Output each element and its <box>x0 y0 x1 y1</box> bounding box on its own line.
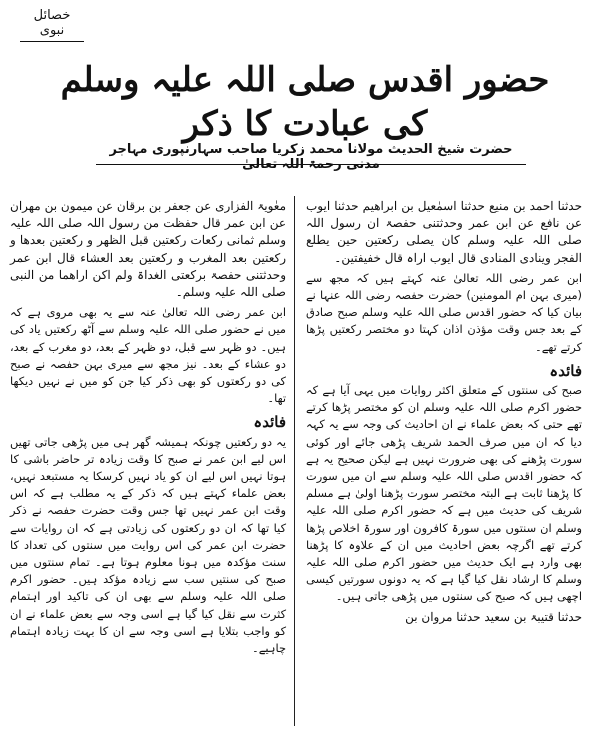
translation-text-1: ابن عمر رضی اللہ تعالیٰ عنہ کہتے ہیں کہ مجھ سے (میری بہن ام المومنین) حضرت حفصہ رضی اللہ عنہا نے بیان کیا کہ حضور اقدس صلی اللہ علیہ وسلم صبح صادق کے بعد جس وقت مؤذن اذان کہتا دو مختصر رکعتیں پڑھا کرتے تھے۔ <box>306 270 582 354</box>
running-header: خصائل نبوی <box>20 8 84 42</box>
commentary-text-2: یہ دو رکعتیں چونکہ ہمیشہ گھر ہی میں پڑھی جاتی تھیں اس لیے ابن عمر نے صبح کا وقت زیادہ تر حاضر باشی کا ہوتا نہیں اس لیے ان کو یاد نہیں کرسکا یہ مستبعد نہیں، بعض علماء کہتے ہیں کہ ذکر کے یہ مطلب ہے کہ اس وقت ابن عمر نہیں تھا جس وقت حضرت حفصہ نے ذکر کیا تھا کہ ان دو رکعتوں کی زیادتی ہے کہ ان روایات سے حضرت ابن عمر کی اس روایت میں سنتوں کی تعداد کا سنت مؤکدہ میں ہونا معلوم ہوتا ہے۔ تمام سنتوں میں صبح کی سنتیں سب سے زیادہ مؤکد ہیں۔ حضور اکرم صلی اللہ علیہ وسلم سے بھی ان کی تاکید اور اہتمام کثرت سے نقل کیا گیا ہے اسی وجہ سے بعض علماء نے ان کو واجب بتلایا ہے اسی وجہ سے ان کا بہت زیادہ اہتمام چاہیے۔ <box>10 434 286 656</box>
translation-text-2: ابن عمر رضی اللہ تعالیٰ عنہ سے یہ بھی مروی ہے کہ میں نے حضور صلی اللہ علیہ وسلم سے آٹھ رکعتیں یاد کی ہیں۔ دو ظہر سے قبل، دو ظہر کے بعد، دو مغرب کے بعد، دو عشاء کے بعد۔ نیز مجھ سے میری بہن حفصہ نے صبح کی دو رکعتوں کو بھی ذکر کیا جن کو میں نے نہیں دیکھا تھا۔ <box>10 305 286 406</box>
left-column <box>10 198 286 660</box>
faida-heading-2: فائدہ <box>253 413 286 432</box>
right-column <box>306 198 582 629</box>
byline-divider <box>96 164 526 165</box>
column-divider <box>294 196 295 726</box>
hadith-text-1: حدثنا احمد بن منیع حدثنا اسمٰعیل بن ابراھیم حدثنا ایوب عن نافع عن ابن عمر وحدثتنی حفصۃ ان رسول اللہ صلی اللہ علیہ وسلم کان یصلی رکعتین حین یطلع الفجر وینادی المنادی قال ایوب اراہ قال خفیفتین۔ <box>306 199 582 265</box>
hadith-text-2-continued: معٰویۃ الفزاری عن جعفر بن برقان عن میمون بن مھران عن ابن عمر قال حفظت من رسول اللہ صلی اللہ علیہ وسلم ثمانی رکعات رکعتین قبل الظھر و رکعتین بعدھا و رکعتین بعد المغرب و رکعتین بعد العشاء قال ابن عمر وحدثتنی حفصۃ برکعتی الغداۃ ولم اکن اراھما من النبی صلی اللہ علیہ وسلم۔ <box>10 199 286 300</box>
faida-heading-1: فائدہ <box>549 361 582 380</box>
page-title: حضور اقدس صلی اللہ علیہ وسلم کی عبادت کا ذکر <box>60 60 550 144</box>
hadith-text-2-start: حدثنا قتیبۃ بن سعید حدثنا مروان بن <box>405 609 582 624</box>
author-byline: حضرت شیخ الحدیث مولانا محمد زکریا صاحب سہارنپوری مہاجر مدنی رحمۃ اللہ تعالیٰ <box>109 142 513 172</box>
commentary-text-1: صبح کی سنتوں کے متعلق اکثر روایات میں یہی آیا ہے کہ حضور اکرم صلی اللہ علیہ وسلم ان کو مختصر پڑھا کرتے تھے حتی کہ بعض علماء نے ان احادیث کی وجہ سے یہ کہہ دیا کہ ان میں صرف الحمد شریف پڑھی جائے اور کوئی سورت پڑھنے کی بھی ضرورت نہیں ہے لیکن صحیح یہ ہے کہ حضور اقدس صلی اللہ علیہ وسلم سے ان میں سورت کا پڑھنا ثابت ہے البتہ مختصر سورت پڑھنا اولیٰ ہے مسلم شریف کی حدیث میں ہے کہ حضور اکرم صلی اللہ علیہ وسلم ان سنتوں میں سورۃ کافرون اور سورۃ اخلاص پڑھا کرتے تھے اگرچہ بعض احادیث میں ان کے علاوہ کا پڑھنا بھی وارد ہے ایک حدیث میں حضور اکرم صلی اللہ علیہ وسلم کا ارشاد نقل کیا گیا ہے کہ یہ دونوں سورتیں کیسی اچھی ہیں کہ صبح کی سنتوں میں پڑھی جاتی ہیں۔ <box>306 383 582 604</box>
